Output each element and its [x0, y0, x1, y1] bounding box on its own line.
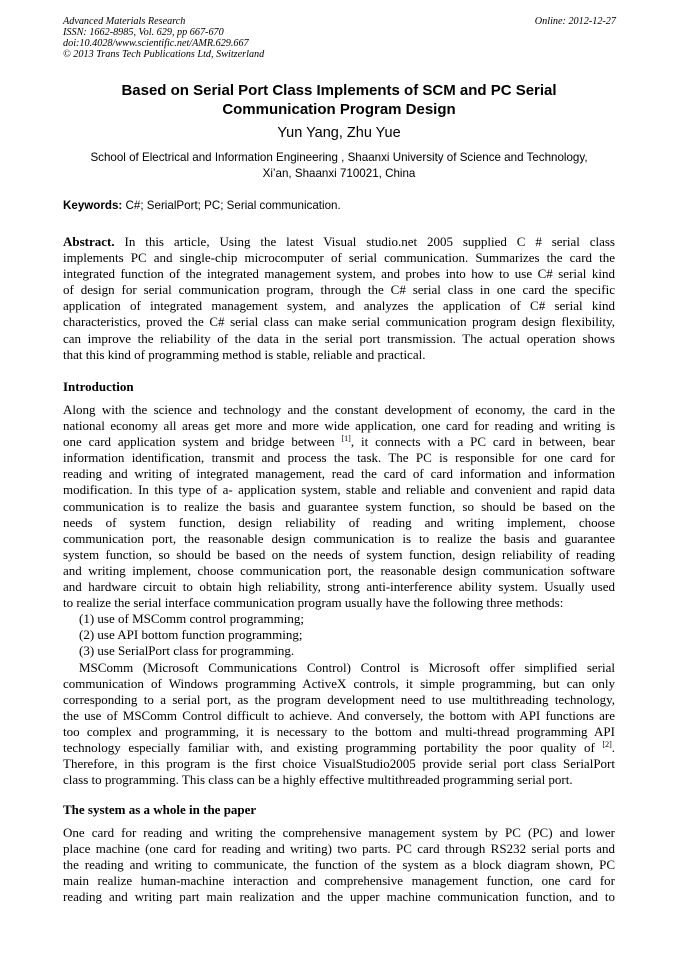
- issn-line: ISSN: 1662-8985, Vol. 629, pp 667-670: [63, 27, 224, 38]
- system-line: reading and writing part main realization and the upper machine communication function, and to: [63, 889, 615, 905]
- affiliation: [40, 150, 638, 182]
- intro-line: one card application system and bridge between [1], it connects with a PC card in between, bear: [63, 434, 615, 450]
- citation-ref-2[interactable]: [2]: [602, 739, 612, 749]
- system-line: place machine (one card for reading and writing) two parts. PC card through RS232 serial ports and: [63, 841, 615, 857]
- online-date: Online: 2012-12-27: [534, 16, 616, 27]
- keywords-list: C#; SerialPort; PC; Serial communication.: [122, 199, 341, 212]
- intro-para2-line: technology especially familiar with, and existing programming portability the poor quality of [2].: [63, 739, 615, 755]
- copyright-line: © 2013 Trans Tech Publications Ltd, Switzerland: [63, 49, 265, 60]
- intro-para2-line: communication of Windows programming ActiveX controls, it simple programming, but can only: [63, 675, 615, 691]
- method-item-3: (3) use SerialPort class for programming.: [79, 643, 295, 659]
- section-heading-system: The system as a whole in the paper: [63, 802, 257, 817]
- abstract-line: can improve the reliability of the data in the serial port transmission. The actual operation shows: [63, 330, 615, 346]
- abstract-line: implements PC and single-chip microcomputer of serial communication. Summarizes the card the: [63, 250, 615, 266]
- intro-line: reading and writing of integrated management, read the card of card information and information: [63, 466, 615, 482]
- title-line-1: Based on Serial Port Class Implements of SCM and PC Serial: [121, 82, 557, 99]
- paper-title: [40, 81, 638, 119]
- intro-line: system function, so should be based on the needs of system function, design reliability of reading: [63, 546, 615, 562]
- affiliation-line-1: School of Electrical and Information Engineering , Shaanxi University of Science and Technology,: [90, 151, 588, 164]
- section-heading-introduction: Introduction: [63, 379, 134, 394]
- system-body: [63, 825, 615, 905]
- intro-line: and hardware circuit to obtain high reliability, strong anti-interference ability system. Usually used: [63, 579, 615, 595]
- system-line: main realize human-machine interaction and comprehensive management function, one card for: [63, 873, 615, 889]
- authors: Yun Yang, Zhu Yue: [277, 125, 401, 141]
- abstract-line: Abstract. In this article, Using the latest Visual studio.net 2005 supplied C # serial class: [63, 234, 615, 249]
- abstract-line: characteristics, proved the C# serial class can make serial communication program design flexibility,: [63, 314, 615, 330]
- method-item-1: (1) use of MSComm control programming;: [79, 611, 304, 627]
- intro-para2-line: Therefore, in this program is the first choice VisualStudio2005 provide serial port class SerialPort: [63, 756, 615, 772]
- journal-name: Advanced Materials Research: [63, 16, 186, 27]
- system-line: One card for reading and writing the comprehensive management system by PC (PC) and lower: [63, 825, 615, 840]
- title-line-2: Communication Program Design: [222, 101, 456, 118]
- introduction-body: [63, 402, 615, 788]
- affiliation-line-2: Xi’an, Shaanxi 710021, China: [262, 167, 416, 180]
- intro-para2-line: class to programming. This class can be a highly effective multithreaded programming serial port.: [63, 772, 573, 788]
- abstract-line: integrated function of the integrated management system, and probes into how to use C# serial kind: [63, 266, 615, 282]
- intro-line: national economy all areas get more and more wide application, one card for reading and writing is: [63, 418, 615, 434]
- citation-ref-1[interactable]: [1]: [341, 434, 351, 444]
- intro-line: Along with the science and technology and the constant development of economy, the card in the: [63, 402, 615, 417]
- intro-line: communication port, the reasonable design communication is to realize the basis and guarantee: [63, 530, 615, 546]
- intro-para2-line: too complex and programming, it is necessary to the bottom and multi-thread programming API: [63, 723, 615, 739]
- intro-para2-line: the use of MSComm Control difficult to achieve. And conversely, the bottom with API functions are: [63, 707, 615, 723]
- intro-line: needs of system function, design reliability of reading and writing implement, choose: [63, 514, 615, 530]
- system-line: the reading and writing to communicate, the function of the system as a block diagram shown, PC: [63, 857, 615, 873]
- journal-header: [63, 16, 264, 60]
- intro-para2-line: corresponding to a serial port, as the program development need to use multithreading technology,: [63, 691, 615, 707]
- intro-line: to realize the serial interface communication program usually have the following three methods:: [63, 595, 564, 611]
- abstract: [63, 234, 615, 363]
- abstract-line: application of integrated management system, and analyzes the application of C# serial kind: [63, 298, 615, 314]
- intro-line: modification. In this type of a- application system, stable and reliable and convenient and rapid data: [63, 482, 615, 498]
- intro-para2-line: MSComm (Microsoft Communications Control) Control is Microsoft offer simplified serial: [79, 659, 615, 675]
- abstract-label: Abstract.: [63, 234, 115, 249]
- abstract-line: of design for serial communication program, through the C# serial class in one card the specific: [63, 282, 615, 298]
- abstract-line: that this kind of programming method is stable, reliable and practical.: [63, 346, 426, 362]
- intro-line: information identification, transmit and process the task. The PC is responsible for one card for: [63, 450, 615, 466]
- doi-line: doi:10.4028/www.scientific.net/AMR.629.667: [63, 38, 249, 49]
- intro-line: communication is to realize the basis and guarantee system function, so should be based on the: [63, 498, 615, 514]
- keywords: [63, 199, 341, 213]
- method-item-2: (2) use API bottom function programming;: [79, 627, 303, 643]
- intro-line: and writing implement, choose communication port, the reasonable design communication software: [63, 562, 615, 578]
- keywords-label: Keywords:: [63, 199, 123, 212]
